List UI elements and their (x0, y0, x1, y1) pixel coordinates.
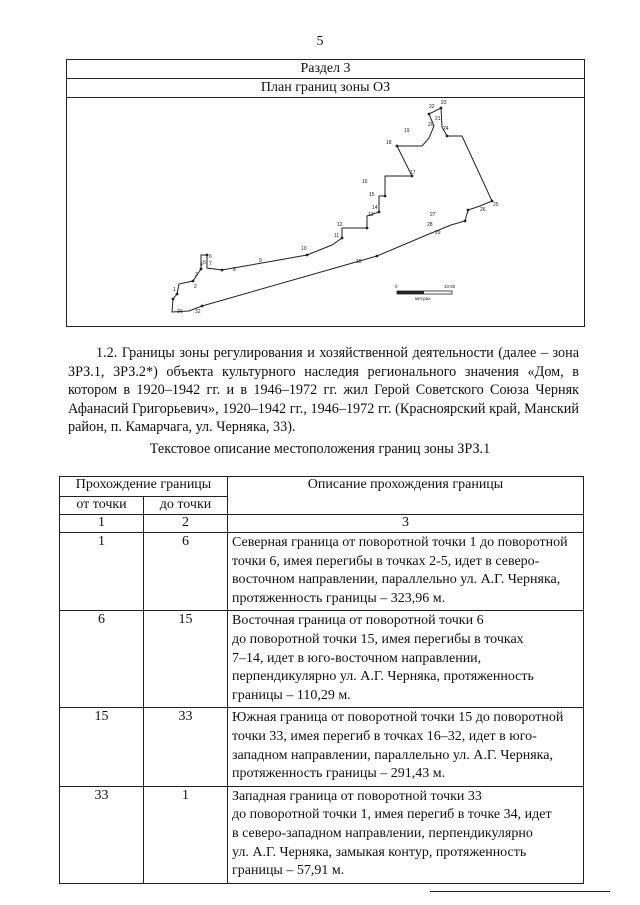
plan-point-label: 8 (233, 267, 236, 273)
plan-title: План границ зоны ОЗ (67, 79, 584, 98)
table-row (60, 786, 584, 883)
cell-description (228, 708, 584, 786)
plan-point-label: 2 (194, 284, 197, 290)
description-line: до поворотной точки 15, имея перегибы в точках (232, 631, 524, 647)
description-line: западном направлении, параллельно ул. А.Г. Черняка, (232, 747, 553, 763)
table-row (60, 708, 584, 786)
plan-point-label: 24 (443, 126, 449, 132)
description-line: восточном направлении, параллельно ул. А.Г. Черняка, (232, 572, 561, 588)
plan-point-label: 13 (368, 212, 374, 218)
header-from: от точки (60, 497, 144, 515)
plan-point-label: 18 (386, 140, 392, 146)
description-line: 7–14, идет в юго-восточном направлении, (232, 650, 482, 666)
cell-to-point: 6 (144, 533, 228, 611)
plan-point-label: 10 (301, 246, 307, 252)
table-row (60, 611, 584, 708)
zone-paragraph: 1.2. Границы зоны регулирования и хозяйственной деятельности (далее – зона ЗРЗ.1, ЗРЗ.2*) объекта культурного наследия регионального значения «Дом, в котором в 1920–1942 гг. и в 1946–1972 гг. жил Герой Советского Союза Черняк Афанасий Григорьевич», 1920–1942 гг., 1946–1972 гг. (Красноярский край, Манский район, п. Камарчага, ул. Черняка, 33). (68, 345, 579, 436)
plan-point-label: 23 (441, 100, 447, 106)
plan-point-label: 5 (203, 260, 206, 266)
description-line: протяженность границы – 291,43 м. (232, 766, 446, 782)
cell-from-point: 1 (60, 533, 144, 611)
header-description: Описание прохождения границы (228, 477, 584, 515)
col-number: 3 (228, 515, 584, 533)
plan-point-label: 9 (259, 258, 262, 264)
description-line: перпендикулярно ул. А.Г. Черняка, протяженность (232, 669, 534, 685)
plan-point-label: 4 (200, 262, 203, 268)
plan-point-label: 16 (362, 179, 368, 185)
description-line: до поворотной точки 1, имея перегиб в точке 34, идет (232, 807, 552, 823)
plan-point-label: 31 (177, 309, 183, 315)
boundary-points (172, 107, 494, 308)
scale-bar (395, 284, 456, 301)
cell-to-point: 33 (144, 708, 228, 786)
description-line: Северная граница от поворотной точки 1 до поворотной (232, 535, 568, 550)
scale-label-end: 10.00 (444, 284, 456, 289)
description-line: Южная граница от поворотной точки 15 до поворотной (232, 710, 564, 726)
description-line: границы – 57,91 м. (232, 863, 345, 879)
plan-point-label: 21 (435, 116, 441, 122)
col-number: 2 (144, 515, 228, 533)
plan-point-label: 29 (435, 230, 441, 236)
cell-description (228, 786, 584, 883)
description-line: ул. А.Г. Черняка, замыкая контур, протяженность (232, 844, 527, 860)
cell-description (228, 611, 584, 708)
plan-point-label: 7 (209, 261, 212, 267)
scale-label-unit: мет.рах (415, 296, 431, 301)
plan-point-label: 12 (337, 222, 343, 228)
plan-point-label: 22 (429, 104, 435, 110)
description-line: в северо-западном направлении, перпендикулярно (232, 825, 533, 841)
plan-point-label: 1 (173, 287, 176, 293)
plan-point-label: 11 (334, 233, 340, 239)
plan-point-label: 30 (356, 259, 362, 265)
boundary-plan-drawing (67, 98, 584, 326)
plan-point-label: 25 (493, 202, 499, 208)
description-line: протяженность границы – 323,96 м. (232, 590, 446, 606)
description-line: Западная граница от поворотной точки 33 (232, 788, 482, 804)
header-group: Прохождение границы (60, 477, 228, 497)
boundary-table (59, 476, 584, 884)
plan-point-label: 27 (430, 212, 436, 218)
plan-point-label: 28 (427, 222, 433, 228)
section-3-box (66, 59, 585, 327)
scale-label-start: 0 (395, 284, 398, 289)
plan-point-label: 17 (410, 170, 416, 176)
cell-from-point: 33 (60, 786, 144, 883)
section-title: Раздел 3 (67, 60, 584, 79)
plan-point-label: 6 (209, 254, 212, 260)
boundary-polygon (172, 108, 492, 312)
page-number: 5 (316, 34, 324, 49)
cell-to-point: 15 (144, 611, 228, 708)
footer-rule (430, 891, 610, 892)
plan-point-label: 20 (428, 122, 434, 128)
plan-point-label: 26 (480, 207, 486, 213)
description-line: точки 6, имея перегибы в точках 2-5, идет в северо- (232, 553, 540, 569)
cell-description (228, 533, 584, 611)
col-number: 1 (60, 515, 144, 533)
plan-point-label: 32 (195, 309, 201, 315)
cell-from-point: 6 (60, 611, 144, 708)
table-heading: Текстовое описание местоположения границ зоны ЗРЗ.1 (149, 441, 491, 457)
plan-point-label: 15 (369, 192, 375, 198)
table-row (60, 533, 584, 611)
description-line: точки 33, имея перегиб в точках 16–32, идет в юго- (232, 728, 537, 744)
cell-from-point: 15 (60, 708, 144, 786)
plan-point-label: 3 (195, 272, 198, 278)
header-to: до точки (144, 497, 228, 515)
description-line: Восточная граница от поворотной точки 6 (232, 613, 484, 629)
plan-point-label: 14 (372, 205, 378, 211)
plan-point-label: 19 (404, 128, 410, 134)
cell-to-point: 1 (144, 786, 228, 883)
description-line: границы – 110,29 м. (232, 687, 351, 703)
